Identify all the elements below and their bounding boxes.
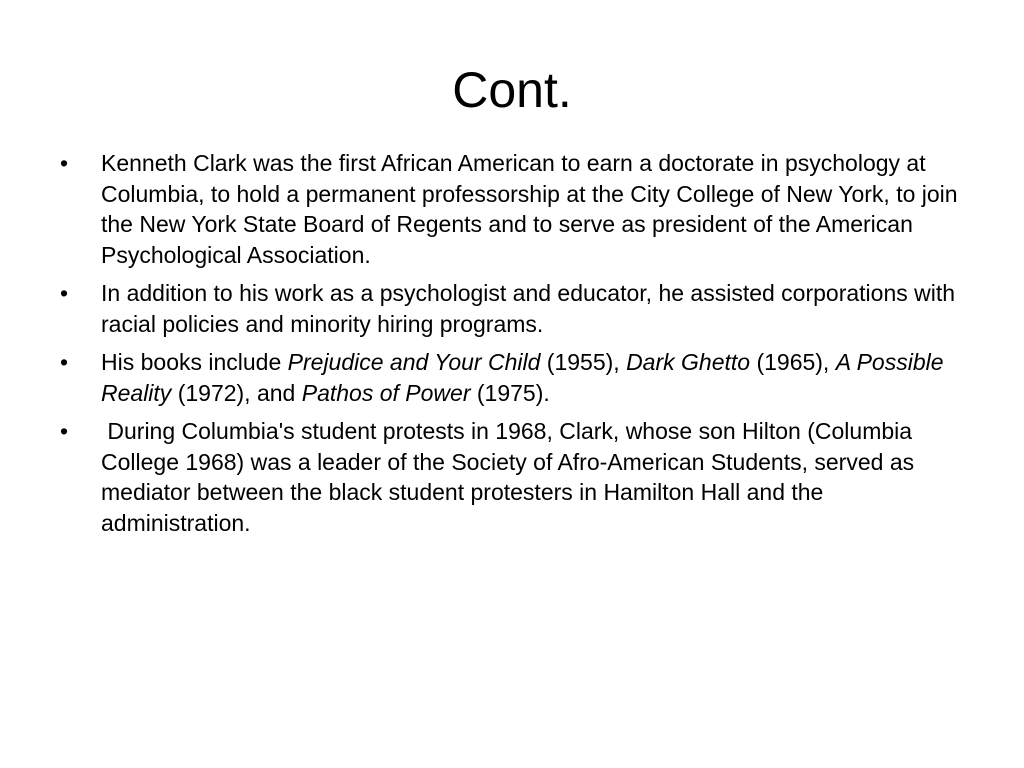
bullet-item-4 — [60, 416, 960, 538]
bullet-segment: (1965), — [750, 349, 836, 375]
bullet-text — [101, 349, 944, 406]
bullet-dot-icon: • — [60, 280, 69, 306]
book-title: Dark Ghetto — [626, 349, 751, 375]
slide-title: Cont. — [452, 62, 572, 118]
bullet-dot-icon: • — [60, 150, 69, 176]
bullet-segment: During Columbia's student protests in 1968, Clark, whose son Hilton (Columbia College 1968) was a leader of the Society of Afro-American Students, served as mediator between the black student protesters in Hamilton Hall and the administration. — [101, 418, 921, 536]
bullet-item-2 — [60, 278, 960, 339]
bullet-dot-icon: • — [60, 349, 69, 375]
book-title: A Possible Reality — [101, 349, 944, 406]
book-title: Prejudice and Your Child — [287, 349, 541, 375]
bullet-segment: In addition to his work as a psychologist and educator, he assisted corporations with racial policies and minority hiring programs. — [101, 280, 956, 337]
bullet-segment: (1975). — [470, 379, 550, 406]
bullet-item-3 — [60, 347, 960, 408]
bullet-text — [101, 418, 921, 536]
bullet-segment: His books include — [101, 349, 288, 375]
bullet-text — [101, 150, 958, 268]
book-title: Pathos of Power — [301, 379, 471, 406]
bullet-list — [60, 148, 960, 546]
bullet-segment: Kenneth Clark was the first African American to earn a doctorate in psychology at Columbia, to hold a permanent professorship at the City College of New York, to join the New York State Board of Regents and to serve as president of the American Psychological Association. — [101, 150, 958, 268]
bullet-segment: (1955), — [540, 349, 627, 375]
bullet-item-1 — [60, 148, 960, 270]
bullet-segment: (1972), and — [171, 379, 302, 406]
bullet-text — [101, 280, 955, 337]
bullet-dot-icon: • — [60, 418, 69, 444]
